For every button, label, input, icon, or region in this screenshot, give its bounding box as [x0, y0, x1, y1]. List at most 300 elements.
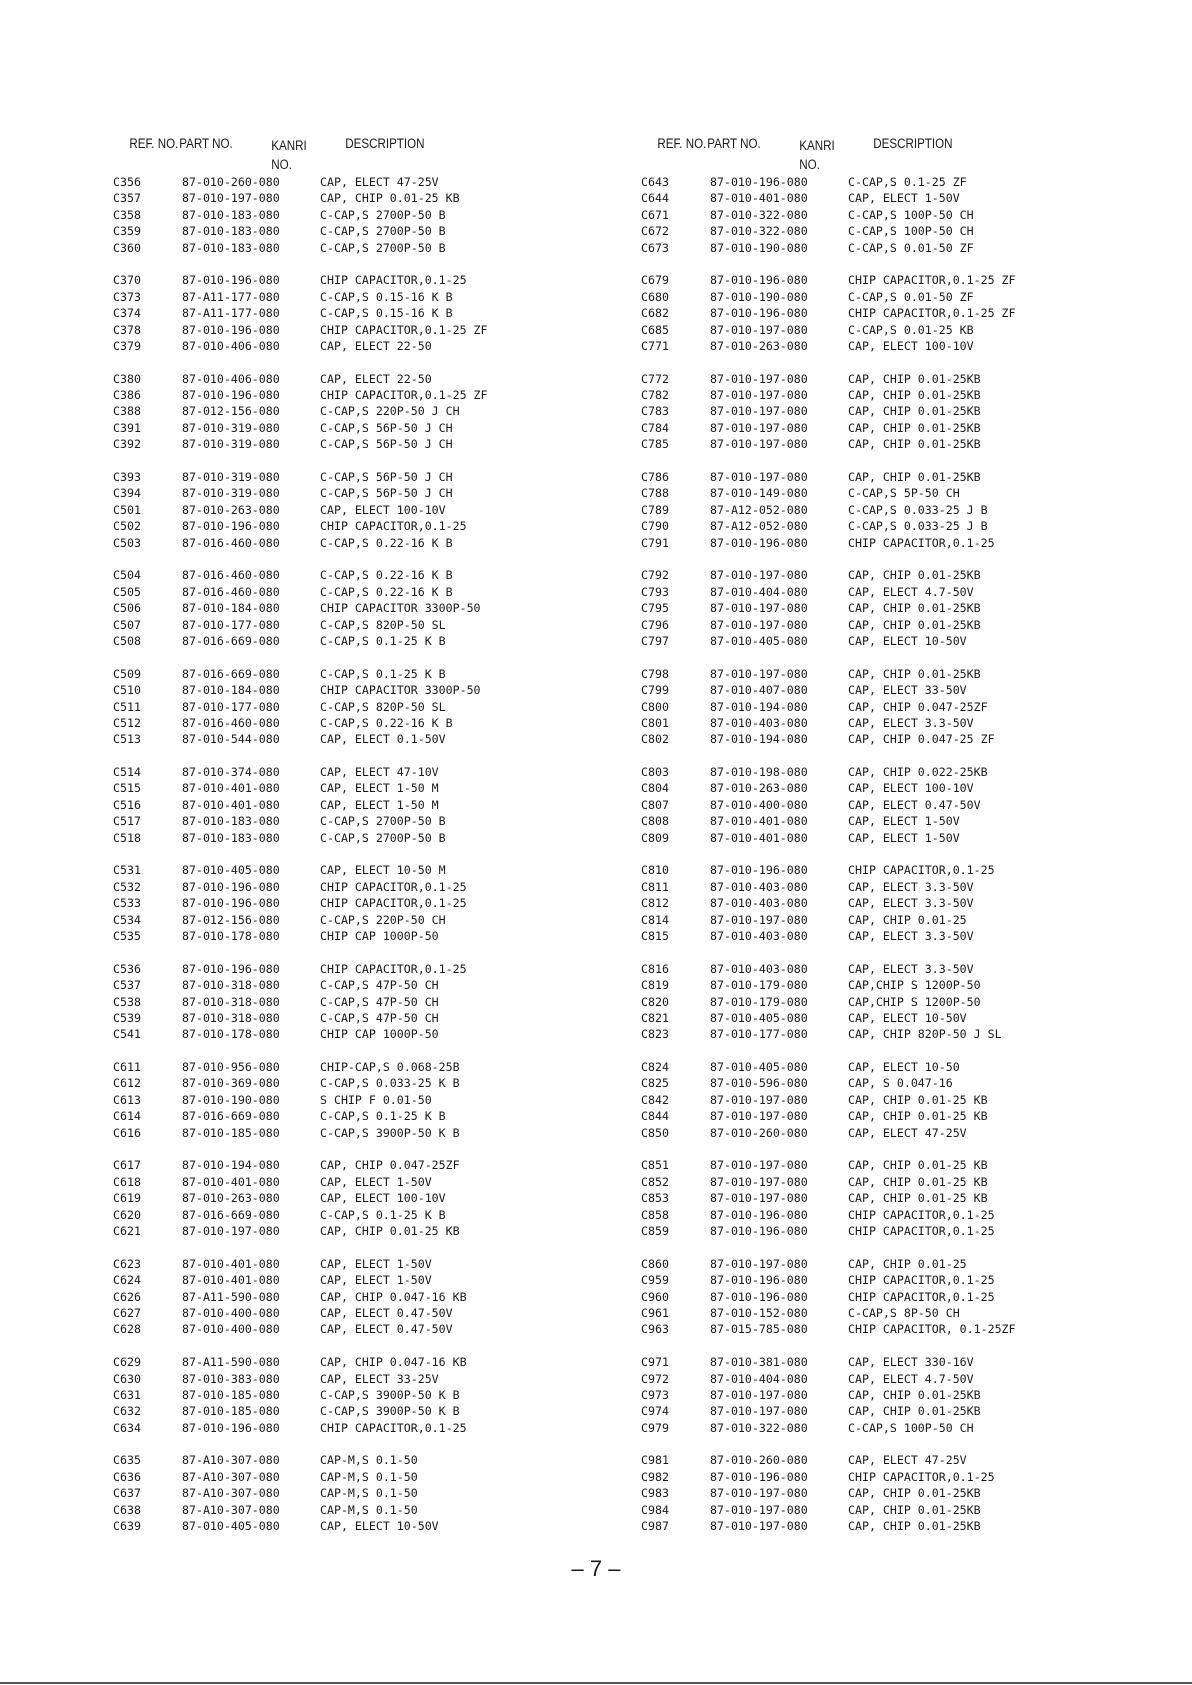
- parts-row: [641, 1387, 1081, 1403]
- parts-row: [113, 813, 553, 829]
- parts-row: [641, 1371, 1081, 1387]
- parts-row: [641, 403, 1081, 419]
- part-no: 87-010-177-080: [182, 617, 280, 632]
- part-no: 87-010-318-080: [182, 978, 280, 993]
- part-no: 87-010-318-080: [182, 1010, 280, 1025]
- description: C-CAP,S 100P-50 CH: [848, 1420, 974, 1435]
- ref-no: C972: [641, 1371, 669, 1386]
- ref-no: C388: [113, 404, 141, 419]
- part-no: 87-010-184-080: [182, 683, 280, 698]
- description: CAP, ELECT 100-10V: [848, 781, 974, 796]
- parts-row: [113, 535, 553, 551]
- ref-no: C613: [113, 1092, 141, 1107]
- parts-row: [113, 240, 553, 256]
- parts-row: [113, 764, 553, 780]
- ref-no: C852: [641, 1174, 669, 1189]
- parts-row: [113, 371, 553, 387]
- ref-no: C795: [641, 601, 669, 616]
- parts-group: [641, 469, 1081, 551]
- part-no: 87-010-197-080: [710, 1158, 808, 1173]
- part-no: 87-010-197-080: [710, 601, 808, 616]
- part-no: 87-010-183-080: [182, 240, 280, 255]
- parts-row: [113, 174, 553, 190]
- description: CAP, CHIP 0.01-25KB: [848, 617, 981, 632]
- description: CHIP CAPACITOR,0.1-25: [320, 519, 467, 534]
- parts-group: [113, 469, 553, 551]
- description: C-CAP,S 0.15-16 K B: [320, 289, 453, 304]
- parts-group: [113, 862, 553, 944]
- description: CAP, ELECT 0.47-50V: [320, 1305, 453, 1320]
- ref-no: C844: [641, 1109, 669, 1124]
- part-no: 87-010-263-080: [182, 502, 280, 517]
- part-no: 87-015-785-080: [710, 1322, 808, 1337]
- parts-row: [641, 813, 1081, 829]
- description: CHIP CAPACITOR,0.1-25: [320, 273, 467, 288]
- ref-no: C809: [641, 830, 669, 845]
- part-no: 87-010-196-080: [710, 1207, 808, 1222]
- description: CAP, CHIP 0.01-25 KB: [848, 1191, 988, 1206]
- part-no: 87-010-401-080: [182, 781, 280, 796]
- ref-no: C961: [641, 1305, 669, 1320]
- part-no: 87-A11-590-080: [182, 1355, 280, 1370]
- ref-no: C810: [641, 863, 669, 878]
- parts-row: [113, 715, 553, 731]
- parts-row: [641, 1452, 1081, 1468]
- ref-no: C673: [641, 240, 669, 255]
- parts-row: [113, 1321, 553, 1337]
- part-no: 87-010-197-080: [710, 437, 808, 452]
- description: C-CAP,S 220P-50 J CH: [320, 404, 460, 419]
- parts-row: [641, 780, 1081, 796]
- parts-row: [113, 305, 553, 321]
- description: CAP, CHIP 0.01-25: [848, 1256, 967, 1271]
- ref-no: C815: [641, 928, 669, 943]
- parts-row: [113, 1174, 553, 1190]
- part-no: 87-010-544-080: [182, 732, 280, 747]
- parts-row: [113, 862, 553, 878]
- parts-row: [641, 1469, 1081, 1485]
- part-no: 87-A12-052-080: [710, 519, 808, 534]
- header-kanri-no: KANRI NO.: [799, 138, 835, 172]
- ref-no: C531: [113, 863, 141, 878]
- part-no: 87-010-196-080: [710, 1224, 808, 1238]
- ref-no: C374: [113, 306, 141, 321]
- description: CAP, ELECT 1-50V: [848, 830, 960, 845]
- ref-no: C853: [641, 1191, 669, 1206]
- parts-row: [113, 322, 553, 338]
- parts-row: [641, 1256, 1081, 1272]
- ref-no: C821: [641, 1010, 669, 1025]
- description: CAP, CHIP 0.022-25KB: [848, 765, 988, 780]
- description: CAP, CHIP 0.047-25 ZF: [848, 732, 995, 747]
- parts-row: [641, 1420, 1081, 1436]
- ref-no: C850: [641, 1125, 669, 1140]
- part-no: 87-016-669-080: [182, 633, 280, 648]
- parts-group: [641, 1256, 1081, 1338]
- description: C-CAP,S 0.22-16 K B: [320, 535, 453, 550]
- part-no: 87-010-197-080: [710, 1486, 808, 1501]
- ref-no: C516: [113, 797, 141, 812]
- part-no: 87-010-401-080: [710, 830, 808, 845]
- part-no: 87-010-197-080: [710, 470, 808, 485]
- parts-row: [641, 912, 1081, 928]
- ref-no: C378: [113, 322, 141, 337]
- description: CAP, ELECT 1-50 M: [320, 797, 439, 812]
- parts-list-right: [641, 174, 1081, 1534]
- parts-group: [641, 1354, 1081, 1436]
- parts-row: [113, 1452, 553, 1468]
- part-no: 87-010-319-080: [182, 437, 280, 452]
- parts-group: [113, 1256, 553, 1338]
- part-no: 87-010-405-080: [710, 1010, 808, 1025]
- ref-no: C981: [641, 1453, 669, 1468]
- part-no: 87-A11-177-080: [182, 289, 280, 304]
- ref-no: C802: [641, 732, 669, 747]
- ref-no: C644: [641, 191, 669, 206]
- ref-no: C627: [113, 1305, 141, 1320]
- column-header: [113, 136, 543, 174]
- parts-row: [113, 1469, 553, 1485]
- part-no: 87-010-322-080: [710, 207, 808, 222]
- description: CHIP CAPACITOR,0.1-25: [848, 1207, 995, 1222]
- parts-row: [113, 207, 553, 223]
- ref-no: C792: [641, 568, 669, 583]
- ref-no: C358: [113, 207, 141, 222]
- parts-group: [113, 1059, 553, 1141]
- description: CAP, ELECT 3.3-50V: [848, 715, 974, 730]
- part-no: 87-016-669-080: [182, 666, 280, 681]
- parts-row: [641, 289, 1081, 305]
- description: CAP, CHIP 0.01-25KB: [848, 1486, 981, 1501]
- ref-no: C782: [641, 388, 669, 403]
- parts-column-left: [113, 136, 553, 1551]
- parts-group: [641, 272, 1081, 354]
- parts-row: [641, 830, 1081, 846]
- ref-no: C971: [641, 1355, 669, 1370]
- part-no: 87-010-196-080: [182, 896, 280, 911]
- parts-row: [113, 928, 553, 944]
- parts-row: [113, 469, 553, 485]
- description: CHIP CAPACITOR,0.1-25: [848, 1224, 995, 1238]
- ref-no: C797: [641, 633, 669, 648]
- parts-row: [641, 1026, 1081, 1042]
- description: C-CAP,S 100P-50 CH: [848, 207, 974, 222]
- ref-no: C379: [113, 338, 141, 353]
- parts-row: [641, 190, 1081, 206]
- ref-no: C679: [641, 273, 669, 288]
- part-no: 87-010-197-080: [710, 1502, 808, 1517]
- ref-no: C512: [113, 715, 141, 730]
- ref-no: C617: [113, 1158, 141, 1173]
- description: CAP, CHIP 0.01-25KB: [848, 388, 981, 403]
- description: CAP, CHIP 0.01-25 KB: [848, 1158, 988, 1173]
- parts-row: [641, 420, 1081, 436]
- ref-no: C393: [113, 470, 141, 485]
- ref-no: C671: [641, 207, 669, 222]
- ref-no: C973: [641, 1387, 669, 1402]
- header-ref-no: REF. NO.: [129, 136, 179, 151]
- ref-no: C680: [641, 289, 669, 304]
- ref-no: C632: [113, 1404, 141, 1419]
- part-no: 87-010-260-080: [710, 1453, 808, 1468]
- part-no: 87-010-956-080: [182, 1060, 280, 1075]
- description: CAP, CHIP 0.01-25 KB: [848, 1109, 988, 1124]
- description: CAP, CHIP 0.01-25KB: [848, 404, 981, 419]
- description: C-CAP,S 0.01-50 ZF: [848, 289, 974, 304]
- parts-group: [113, 1157, 553, 1239]
- part-no: 87-010-401-080: [710, 191, 808, 206]
- ref-no: C799: [641, 683, 669, 698]
- ref-no: C798: [641, 666, 669, 681]
- part-no: 87-010-197-080: [710, 1519, 808, 1534]
- parts-row: [641, 371, 1081, 387]
- part-no: 87-A10-307-080: [182, 1502, 280, 1517]
- description: CAP, CHIP 0.01-25KB: [848, 568, 981, 583]
- ref-no: C808: [641, 814, 669, 829]
- ref-no: C515: [113, 781, 141, 796]
- part-no: 87-010-319-080: [182, 420, 280, 435]
- description: CAP, ELECT 3.3-50V: [848, 928, 974, 943]
- parts-row: [113, 567, 553, 583]
- description: C-CAP,S 56P-50 J CH: [320, 420, 453, 435]
- part-no: 87-010-197-080: [710, 371, 808, 386]
- part-no: 87-012-156-080: [182, 912, 280, 927]
- description: CAP, ELECT 33-25V: [320, 1371, 439, 1386]
- ref-no: C820: [641, 994, 669, 1009]
- description: CAP, ELECT 47-25V: [320, 175, 439, 189]
- parts-row: [113, 977, 553, 993]
- description: CAP-M,S 0.1-50: [320, 1453, 418, 1468]
- description: CHIP CAP 1000P-50: [320, 1027, 439, 1042]
- part-no: 87-010-194-080: [710, 732, 808, 747]
- ref-no: C373: [113, 289, 141, 304]
- part-no: 87-010-403-080: [710, 879, 808, 894]
- part-no: 87-010-405-080: [182, 863, 280, 878]
- part-no: 87-010-197-080: [710, 322, 808, 337]
- parts-row: [641, 305, 1081, 321]
- parts-row: [641, 1125, 1081, 1141]
- ref-no: C506: [113, 601, 141, 616]
- parts-row: [641, 600, 1081, 616]
- description: CAP, ELECT 4.7-50V: [848, 584, 974, 599]
- bottom-rule: [0, 1682, 1192, 1684]
- description: C-CAP,S 47P-50 CH: [320, 1010, 439, 1025]
- part-no: 87-A10-307-080: [182, 1486, 280, 1501]
- ref-no: C842: [641, 1092, 669, 1107]
- part-no: 87-010-183-080: [182, 830, 280, 845]
- parts-row: [641, 272, 1081, 288]
- part-no: 87-010-405-080: [182, 1519, 280, 1534]
- ref-no: C812: [641, 896, 669, 911]
- description: CAP, CHIP 0.01-25KB: [848, 470, 981, 485]
- part-no: 87-010-196-080: [182, 273, 280, 288]
- part-no: 87-010-263-080: [182, 1191, 280, 1206]
- parts-group: [641, 1452, 1081, 1534]
- part-no: 87-010-322-080: [710, 1420, 808, 1435]
- part-no: 87-010-177-080: [182, 699, 280, 714]
- parts-row: [113, 895, 553, 911]
- description: CHIP CAPACITOR,0.1-25: [320, 961, 467, 976]
- ref-no: C814: [641, 912, 669, 927]
- ref-no: C793: [641, 584, 669, 599]
- description: CHIP CAPACITOR,0.1-25: [320, 879, 467, 894]
- ref-no: C517: [113, 814, 141, 829]
- part-no: 87-010-400-080: [182, 1305, 280, 1320]
- ref-no: C823: [641, 1027, 669, 1042]
- ref-no: C788: [641, 486, 669, 501]
- parts-row: [641, 535, 1081, 551]
- parts-row: [113, 1371, 553, 1387]
- part-no: 87-016-460-080: [182, 715, 280, 730]
- parts-row: [641, 1502, 1081, 1518]
- parts-row: [113, 699, 553, 715]
- description: CAP, ELECT 3.3-50V: [848, 896, 974, 911]
- parts-row: [113, 1026, 553, 1042]
- ref-no: C959: [641, 1273, 669, 1288]
- description: C-CAP,S 0.22-16 K B: [320, 568, 453, 583]
- part-no: 87-010-198-080: [710, 765, 808, 780]
- ref-no: C682: [641, 306, 669, 321]
- ref-no: C611: [113, 1060, 141, 1075]
- parts-list-left: [113, 174, 553, 1534]
- ref-no: C518: [113, 830, 141, 845]
- ref-no: C789: [641, 502, 669, 517]
- parts-row: [641, 1305, 1081, 1321]
- parts-row: [113, 289, 553, 305]
- ref-no: C636: [113, 1469, 141, 1484]
- part-no: 87-010-197-080: [710, 404, 808, 419]
- part-no: 87-010-197-080: [710, 666, 808, 681]
- ref-no: C800: [641, 699, 669, 714]
- description: CHIP CAPACITOR,0.1-25: [848, 863, 995, 878]
- description: C-CAP,S 2700P-50 B: [320, 207, 446, 222]
- description: C-CAP,S 3900P-50 K B: [320, 1404, 460, 1419]
- part-no: 87-010-403-080: [710, 961, 808, 976]
- parts-row: [113, 1125, 553, 1141]
- parts-row: [113, 1190, 553, 1206]
- part-no: 87-010-400-080: [710, 797, 808, 812]
- header-ref-no: REF. NO.: [657, 136, 707, 151]
- description: CAP, CHIP 0.047-16 KB: [320, 1289, 467, 1304]
- description: C-CAP,S 220P-50 CH: [320, 912, 446, 927]
- part-no: 87-A10-307-080: [182, 1453, 280, 1468]
- description: CAP, ELECT 0.47-50V: [848, 797, 981, 812]
- parts-row: [641, 1207, 1081, 1223]
- parts-row: [641, 994, 1081, 1010]
- description: C-CAP,S 2700P-50 B: [320, 240, 446, 255]
- parts-row: [641, 1108, 1081, 1124]
- parts-row: [641, 633, 1081, 649]
- ref-no: C380: [113, 371, 141, 386]
- ref-no: C974: [641, 1404, 669, 1419]
- description: CAP-M,S 0.1-50: [320, 1502, 418, 1517]
- ref-no: C987: [641, 1519, 669, 1534]
- description: CAP, CHIP 0.01-25KB: [848, 1502, 981, 1517]
- parts-row: [113, 1092, 553, 1108]
- parts-row: [641, 240, 1081, 256]
- parts-group: [641, 764, 1081, 846]
- part-no: 87-010-149-080: [710, 486, 808, 501]
- part-no: 87-A12-052-080: [710, 502, 808, 517]
- parts-row: [641, 961, 1081, 977]
- ref-no: C785: [641, 437, 669, 452]
- parts-row: [641, 797, 1081, 813]
- part-no: 87-010-260-080: [182, 175, 280, 189]
- parts-row: [113, 961, 553, 977]
- ref-no: C612: [113, 1076, 141, 1091]
- description: C-CAP,S 0.01-50 ZF: [848, 240, 974, 255]
- description: C-CAP,S 0.1-25 K B: [320, 633, 446, 648]
- parts-row: [113, 584, 553, 600]
- part-no: 87-010-196-080: [182, 879, 280, 894]
- ref-no: C508: [113, 633, 141, 648]
- parts-row: [641, 567, 1081, 583]
- part-no: 87-010-403-080: [710, 896, 808, 911]
- part-no: 87-010-197-080: [710, 1174, 808, 1189]
- parts-row: [113, 1485, 553, 1501]
- part-no: 87-A11-590-080: [182, 1289, 280, 1304]
- description: CAP, ELECT 100-10V: [320, 1191, 446, 1206]
- ref-no: C983: [641, 1486, 669, 1501]
- part-no: 87-A10-307-080: [182, 1469, 280, 1484]
- parts-row: [641, 338, 1081, 354]
- part-no: 87-010-190-080: [182, 1092, 280, 1107]
- part-no: 87-010-374-080: [182, 765, 280, 780]
- description: C-CAP,S 0.1-25 ZF: [848, 175, 967, 189]
- parts-row: [641, 1403, 1081, 1419]
- description: C-CAP,S 56P-50 J CH: [320, 470, 453, 485]
- ref-no: C685: [641, 322, 669, 337]
- parts-row: [641, 715, 1081, 731]
- description: C-CAP,S 0.15-16 K B: [320, 306, 453, 321]
- description: CAP, ELECT 1-50V: [320, 1273, 432, 1288]
- part-no: 87-010-194-080: [182, 1158, 280, 1173]
- parts-row: [641, 699, 1081, 715]
- description: CAP, ELECT 10-50: [848, 1060, 960, 1075]
- parts-row: [113, 1157, 553, 1173]
- ref-no: C628: [113, 1322, 141, 1337]
- parts-row: [113, 830, 553, 846]
- part-no: 87-016-669-080: [182, 1207, 280, 1222]
- part-no: 87-010-197-080: [710, 388, 808, 403]
- ref-no: C982: [641, 1469, 669, 1484]
- ref-no: C386: [113, 388, 141, 403]
- description: CAP, CHIP 0.01-25: [848, 912, 967, 927]
- ref-no: C392: [113, 437, 141, 452]
- parts-group: [113, 567, 553, 649]
- parts-row: [641, 977, 1081, 993]
- part-no: 87-A11-177-080: [182, 306, 280, 321]
- description: CAP,CHIP S 1200P-50: [848, 978, 981, 993]
- parts-row: [641, 387, 1081, 403]
- description: C-CAP,S 56P-50 J CH: [320, 486, 453, 501]
- description: C-CAP,S 100P-50 CH: [848, 224, 974, 239]
- part-no: 87-010-196-080: [710, 535, 808, 550]
- parts-group: [641, 1059, 1081, 1141]
- part-no: 87-010-197-080: [710, 1191, 808, 1206]
- ref-no: C391: [113, 420, 141, 435]
- description: CHIP CAPACITOR,0.1-25 ZF: [848, 273, 1016, 288]
- parts-row: [113, 1059, 553, 1075]
- part-no: 87-010-196-080: [710, 175, 808, 189]
- description: CAP, ELECT 3.3-50V: [848, 879, 974, 894]
- description: CAP, CHIP 0.01-25KB: [848, 420, 981, 435]
- ref-no: C620: [113, 1207, 141, 1222]
- ref-no: C963: [641, 1322, 669, 1337]
- description: C-CAP,S 0.1-25 K B: [320, 666, 446, 681]
- ref-no: C505: [113, 584, 141, 599]
- description: C-CAP,S 47P-50 CH: [320, 978, 439, 993]
